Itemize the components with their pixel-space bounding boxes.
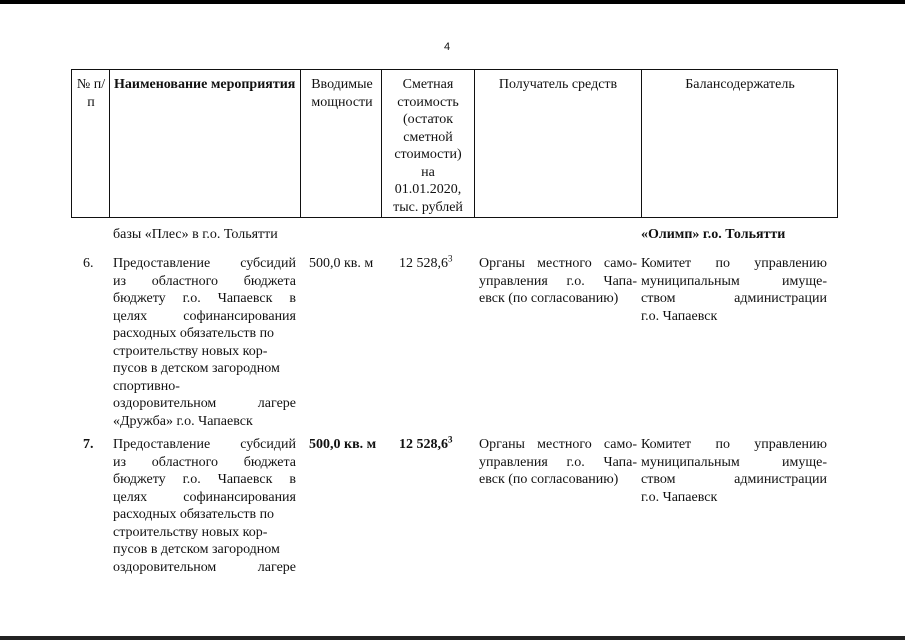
holder-line: муниципальным имуще- [641, 273, 827, 289]
row-name-line: строительству новых кор- [113, 343, 268, 359]
header-cost-line: стоимости) [394, 147, 462, 162]
header-recipient: Получатель средств [498, 77, 618, 92]
row-cost [399, 436, 453, 454]
row-name-line: из областного бюджета [113, 273, 296, 289]
header-cost [382, 76, 474, 216]
holder-line: г.о. Чапаевск [641, 308, 718, 324]
header-capacity: Вводимые мощности [311, 77, 373, 110]
row-holder [641, 255, 827, 325]
row-number: 6. [83, 256, 94, 271]
cost-value: 12 528,6 [399, 437, 448, 452]
recipient-line: евск (по согласованию) [479, 291, 619, 306]
row-name-line: строительству новых кор- [113, 524, 268, 540]
scan-edge-bottom [0, 636, 905, 640]
row-name-line: пусов в детском загородном [113, 361, 280, 376]
header-cost-line: (остаток [402, 112, 454, 127]
holder-line: Комитет по управлению [641, 256, 827, 271]
row-capacity: 500,0 кв. м [309, 256, 374, 271]
scan-edge-top [0, 0, 905, 4]
header-cost-line: сметной [403, 129, 453, 145]
header-name: Наименование мероприятия [114, 77, 296, 92]
holder-line: муниципальным имуще- [641, 454, 827, 470]
row-name-line: расходных обязательств по [113, 507, 275, 522]
recipient-line: Органы местного само- [479, 256, 637, 271]
row-name-line: целях софинансирования [113, 489, 296, 505]
carry-over-name: базы «Плес» в г.о. Тольятти [113, 227, 278, 242]
header-num: № п/п [76, 77, 106, 110]
row-capacity: 500,0 кв. м [309, 437, 377, 452]
header-cost-line: 01.01.2020, [394, 182, 462, 197]
cost-footnote: 3 [448, 253, 453, 264]
row-name-line: расходных обязательств по [113, 326, 275, 341]
row-name-line: спортивно- [113, 378, 180, 394]
page-number: 4 [444, 41, 451, 53]
row-name [113, 255, 296, 430]
header-cost-line: на [421, 164, 435, 180]
recipient-line: евск (по согласованию) [479, 472, 619, 487]
holder-line: ством администрации [641, 472, 827, 487]
row-name-line: «Дружба» г.о. Чапаевск [113, 413, 253, 429]
row-name-line: Предоставление субсидий [113, 437, 296, 452]
row-name-line: целях софинансирования [113, 308, 296, 324]
row-name-line: Предоставление субсидий [113, 256, 296, 271]
header-cost-line: стоимость [397, 94, 459, 110]
row-name-line: оздоровительном лагере [113, 396, 296, 411]
row-name-line: из областного бюджета [113, 454, 296, 470]
row-holder [641, 436, 827, 506]
table-header [71, 69, 838, 218]
holder-line: ством администрации [641, 291, 827, 306]
column-divider [300, 70, 301, 217]
row-name-line: бюджету г.о. Чапаевск в [113, 291, 296, 306]
cost-value: 12 528,6 [399, 256, 448, 271]
holder-line: Комитет по управлению [641, 437, 827, 452]
row-name-line: бюджету г.о. Чапаевск в [113, 472, 296, 487]
row-name-line: оздоровительном лагере [113, 559, 296, 575]
column-divider [109, 70, 110, 217]
carry-over-holder: «Олимп» г.о. Тольятти [641, 227, 786, 242]
recipient-line: управления г.о. Чапа- [479, 273, 637, 289]
row-recipient [479, 255, 637, 308]
row-number: 7. [83, 437, 94, 452]
header-holder: Балансодержатель [685, 77, 795, 92]
row-name-line: пусов в детском загородном [113, 542, 280, 557]
cost-footnote: 3 [448, 434, 453, 445]
header-cost-line: тыс. рублей [393, 199, 463, 215]
holder-line: г.о. Чапаевск [641, 489, 718, 505]
header-cost-line: Сметная [402, 77, 454, 92]
recipient-line: управления г.о. Чапа- [479, 454, 637, 470]
row-recipient [479, 436, 637, 489]
row-cost [399, 255, 453, 273]
recipient-line: Органы местного само- [479, 437, 637, 452]
row-name [113, 436, 296, 576]
